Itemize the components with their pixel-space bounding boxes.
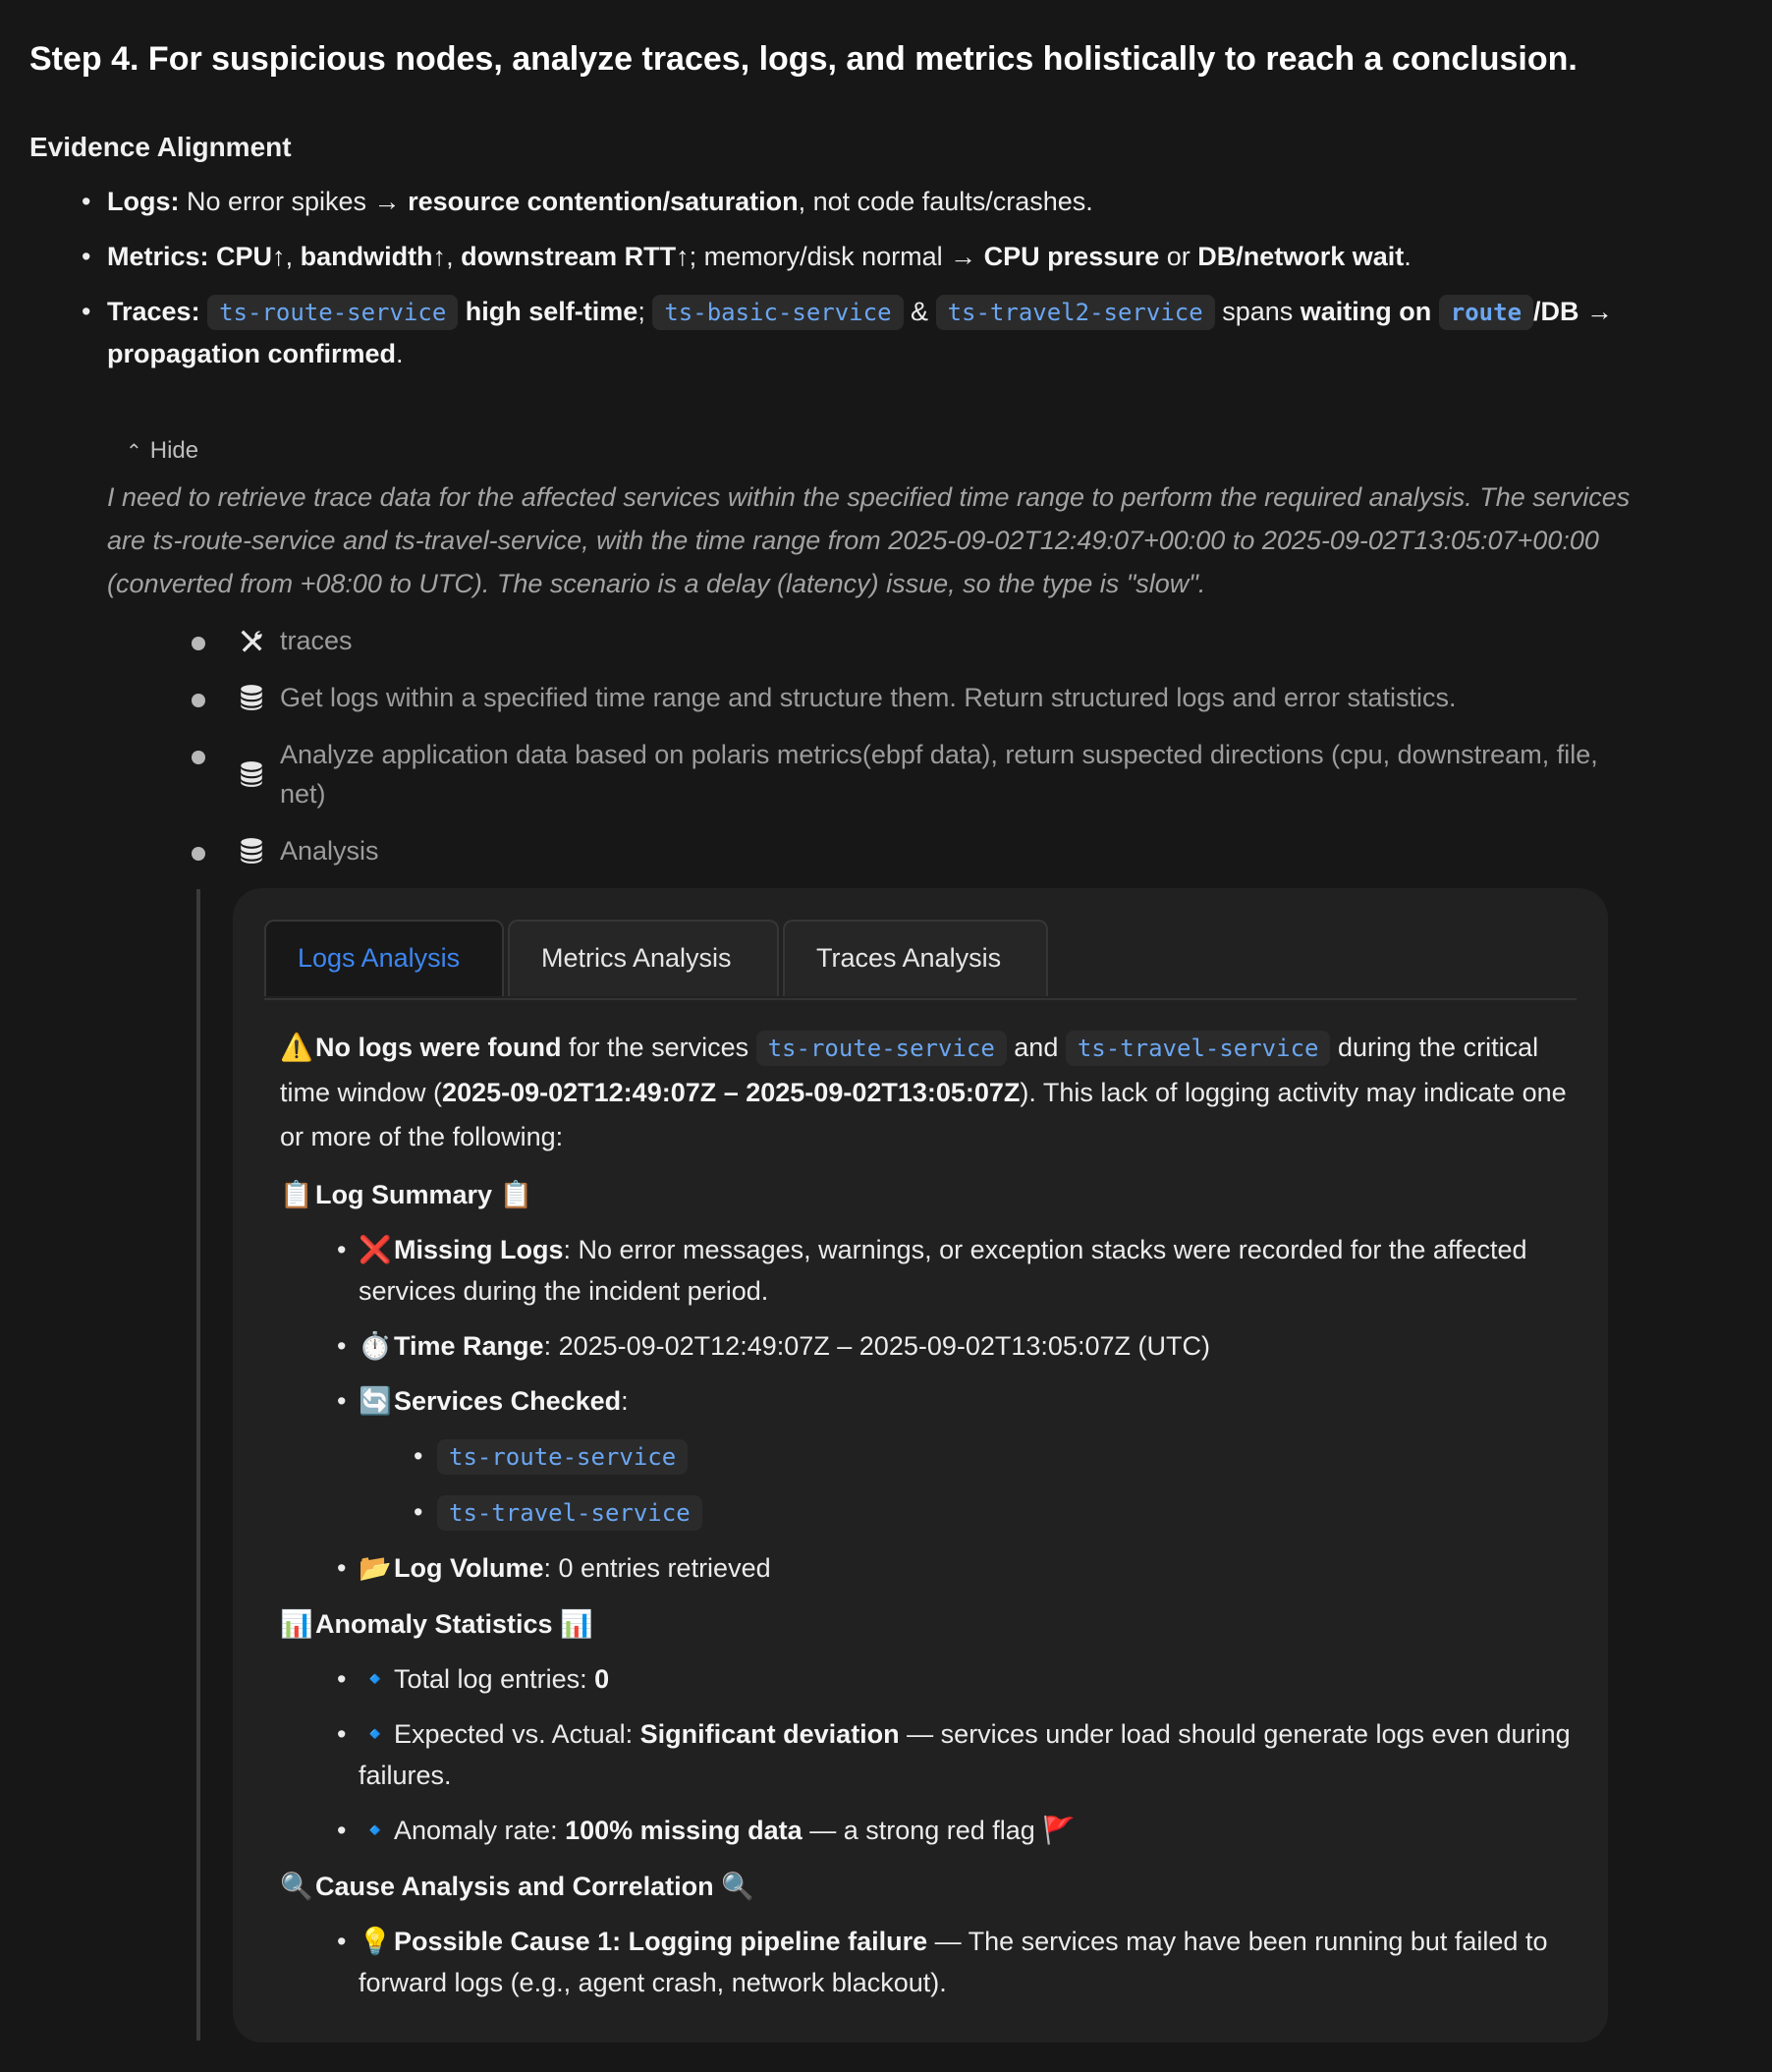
refresh-icon: 🔄 [359,1386,392,1416]
diamond-icon: 🔹 [359,1719,392,1749]
tools-icon [237,626,266,655]
folder-icon: 📂 [359,1553,392,1583]
logs-analysis-content [280,1026,1586,2017]
log-summary-list [280,1229,1586,1589]
tool-label: traces [280,626,353,655]
list-item: • 🔹Expected vs. Actual: Significant deviation — services under load should generate logs even during failures. [280,1713,1586,1796]
red-flag-icon: 🚩 [1042,1816,1076,1845]
inline-code: ts-route-service [207,295,458,330]
analysis-panel [233,888,1608,2043]
reasoning-text: I need to retrieve trace data for the affected services within the specified time range to perform the required analysis. The services are ts-route-service and ts-travel-service, with the time range from 2025-09-02T12:49:07+00:00 to 2025-09-02T13:05:07+00:00 (converted from +08:00 to UTC). The scenario is a delay (latency) issue, so the type is "slow". [107,482,1631,598]
tab-traces-analysis[interactable]: Traces Analysis [783,920,1048,996]
list-item: • 🔄Services Checked: • ts-route-service • ts-travel-service [280,1380,1586,1534]
inline-code: route [1439,295,1533,330]
tool-label: Get logs within a specified time range and structure them. Return structured logs and error statistics. [280,683,1457,712]
evidence-logs: • Logs: No error spikes → resource contention/saturation, not code faults/crashes. [82,181,1692,222]
log-summary-heading: 📋Log Summary 📋 [280,1173,1586,1217]
inline-code: ts-basic-service [652,295,903,330]
database-icon [237,759,266,789]
tool-label: Analyze application data based on polaris metrics(ebpf data), return suspected directions (cpu, downstream, file, net) [280,740,1598,809]
diamond-icon: 🔹 [359,1816,392,1845]
lightbulb-icon: 💡 [359,1927,392,1956]
bar-chart-icon: 📊 [280,1609,313,1639]
nesting-line [196,889,200,2041]
evidence-traces: • Traces: ts-route-service high self-time; ts-basic-service & ts-travel2-service spans waiting on route /DB → propagation confirmed. [82,291,1692,374]
database-icon [237,683,266,712]
bar-chart-icon: 📊 [560,1609,593,1639]
evidence-metrics: • Metrics: CPU↑, bandwidth↑, downstream RTT↑; memory/disk normal → CPU pressure or DB/network wait. [82,236,1692,277]
inline-code: ts-travel-service [437,1495,702,1531]
cross-mark-icon: ❌ [359,1235,392,1264]
list-item [359,1435,1586,1478]
bullet [192,637,205,650]
list-item: • 📂Log Volume: 0 entries retrieved [280,1547,1586,1589]
hide-toggle[interactable] [126,432,198,469]
tool-item[interactable] [192,621,1616,660]
inline-code: ts-route-service [756,1031,1007,1066]
inline-code: ts-travel2-service [936,295,1215,330]
list-item: • ⏱️Time Range: 2025-09-02T12:49:07Z – 2025-09-02T13:05:07Z (UTC) [280,1325,1586,1367]
inline-code: ts-route-service [437,1439,688,1475]
cause-heading: 🔍Cause Analysis and Correlation 🔍 [280,1865,1586,1909]
inline-code: ts-travel-service [1066,1031,1331,1066]
tab-logs-analysis[interactable]: Logs Analysis [264,920,504,996]
magnifier-icon: 🔍 [280,1872,313,1901]
tab-bar [264,920,1577,1000]
stopwatch-icon: ⏱️ [359,1331,392,1361]
hide-label: Hide [149,437,199,464]
list-item [359,1491,1586,1534]
evidence-list [82,181,1692,388]
list-item: • 💡Possible Cause 1: Logging pipeline failure — The services may have been running but failed to forward logs (e.g., agent crash, network blackout). [280,1921,1586,2003]
evidence-title: Evidence Alignment [29,132,292,162]
bullet [192,847,205,861]
anomaly-list [280,1658,1586,1851]
magnifier-icon: 🔍 [721,1872,754,1901]
services-list [359,1435,1586,1534]
cause-list [280,1921,1586,2003]
tool-item[interactable] [192,831,1616,870]
warning-icon: ⚠️ [280,1033,313,1062]
chevron-up-icon: ⌃ [126,441,142,463]
tool-item[interactable] [192,678,1616,717]
bullet [192,694,205,707]
tool-label: Analysis [280,836,379,866]
list-item: • 🔹Total log entries: 0 [280,1658,1586,1700]
database-icon [237,836,266,866]
list-item: • ❌Missing Logs: No error messages, warnings, or exception stacks were recorded for the affected services during the incident period. [280,1229,1586,1312]
tool-call-list [192,621,1616,888]
diamond-icon: 🔹 [359,1664,392,1694]
tool-item[interactable] [192,735,1616,813]
step-heading: Step 4. For suspicious nodes, analyze traces, logs, and metrics holistically to reach a conclusion. [29,40,1578,78]
bullet [192,751,205,764]
anomaly-heading: 📊Anomaly Statistics 📊 [280,1602,1586,1647]
clipboard-icon: 📋 [280,1180,313,1209]
list-item: • 🔹Anomaly rate: 100% missing data — a strong red flag 🚩 [280,1810,1586,1851]
tab-metrics-analysis[interactable]: Metrics Analysis [508,920,779,996]
clipboard-icon: 📋 [499,1180,533,1209]
intro-paragraph: ⚠️No logs were found for the services ts-route-service and ts-travel-service during the critical time window (2025-09-02T12:49:07Z – 2025-09-02T13:05:07Z). This lack of logging activity may indicate one or more of the following: [280,1026,1586,1159]
